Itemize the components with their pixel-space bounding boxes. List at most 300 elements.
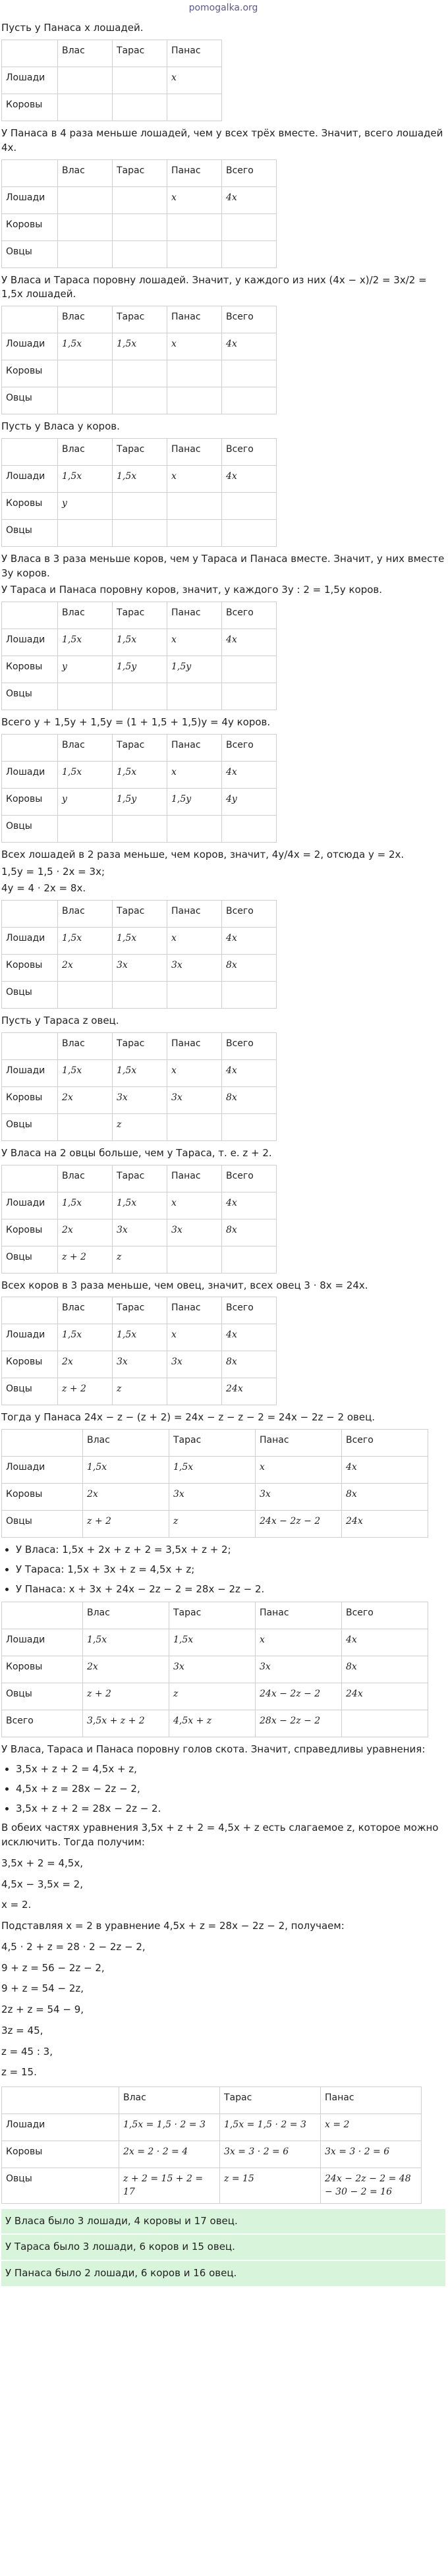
row-label: Овцы <box>2 1511 83 1538</box>
equation-3: • 3,5x + z + 2 = 28x − 2z − 2. <box>16 1802 445 1816</box>
row-label: Коровы <box>2 2141 119 2168</box>
solve-z-line: 3z = 45, <box>1 2024 43 2036</box>
table-row <box>2 683 277 710</box>
table-cell: x <box>167 1059 222 1086</box>
table-row <box>2 1656 428 1683</box>
table-cell <box>167 1246 222 1273</box>
table-cell: 4x <box>222 1059 277 1086</box>
row-label: Лошади <box>2 67 58 94</box>
table-cell: 1,5x <box>113 629 167 656</box>
row-label: Коровы <box>2 955 58 982</box>
table-cell: 3x <box>169 1656 256 1683</box>
table-cell: 1,5y <box>113 788 167 815</box>
table-cell: x <box>256 1457 342 1484</box>
table-cell: 1,5x <box>58 761 113 788</box>
solve-x-block <box>1 1857 445 1913</box>
step-8-formula-1: 1,5y = 1,5 · 2x = 3x; <box>1 865 105 878</box>
step-6-text: У Тараса и Панаса поровну коров, значит, у каждого 3y : 2 = 1,5y коров. <box>1 584 383 596</box>
table-cell <box>222 213 277 240</box>
row-label: Овцы <box>2 1113 58 1140</box>
table-cell <box>113 67 167 94</box>
data-table <box>1 602 277 710</box>
table-row <box>2 213 277 240</box>
table-cell: 3x <box>256 1484 342 1511</box>
table-header-row <box>2 438 277 465</box>
table-cell: z + 2 <box>83 1511 169 1538</box>
table-header-row <box>2 1430 428 1457</box>
column-header: Всего <box>222 306 277 333</box>
column-header: Тарас <box>169 1430 256 1457</box>
table-cell: x <box>167 1324 222 1351</box>
table-cell <box>113 815 167 842</box>
data-table <box>1 306 277 414</box>
table-cell: x <box>167 67 222 94</box>
row-label: Овцы <box>2 1246 58 1273</box>
table-cell: 1,5x <box>58 333 113 360</box>
table-cell: 1,5x <box>58 928 113 955</box>
data-table <box>1 2086 422 2204</box>
table-cell <box>167 815 222 842</box>
table-cell: 1,5x = 1,5 · 2 = 3 <box>119 2114 220 2141</box>
column-header: Панас <box>167 1165 222 1192</box>
table-step-11 <box>1 1297 445 1405</box>
column-header <box>2 1430 83 1457</box>
table-row <box>2 1192 277 1219</box>
table-cell: y <box>58 788 113 815</box>
table-cell: 3x <box>256 1656 342 1683</box>
table-cell: z + 2 <box>58 1378 113 1405</box>
table-cell <box>167 94 222 121</box>
column-header: Влас <box>58 1297 113 1324</box>
table-cell: z <box>113 1246 167 1273</box>
data-table <box>1 159 277 268</box>
equation-1: • 3,5x + z + 2 = 4,5x + z, <box>16 1762 445 1777</box>
row-label: Овцы <box>2 519 58 546</box>
table-cell: 2x = 2 · 2 = 4 <box>119 2141 220 2168</box>
row-label: Лошади <box>2 1629 83 1656</box>
table-cell: z <box>113 1113 167 1140</box>
table-cell: 28x − 2z − 2 <box>256 1710 342 1737</box>
table-cell: x <box>167 761 222 788</box>
table-cell: 1,5x <box>113 928 167 955</box>
table-cell: 1,5x <box>58 1324 113 1351</box>
table-cell: 1,5x <box>113 465 167 492</box>
site-header[interactable]: pomogalka.org <box>188 3 258 13</box>
data-table <box>1 734 277 843</box>
column-header: Панас <box>167 159 222 186</box>
table-row <box>2 1246 277 1273</box>
table-cell <box>167 360 222 387</box>
step-7-text: Всего y + 1,5y + 1,5y = (1 + 1,5 + 1,5)y = 4y коров. <box>1 716 271 729</box>
step-14-text: В обеих частях уравнения 3,5x + z + 2 = 4,5x + z есть слагаемое z, которое можно исключить. Тогда получим: <box>1 1822 439 1849</box>
table-cell: x = 2 <box>321 2114 422 2141</box>
table-cell: x <box>167 1192 222 1219</box>
table-cell <box>58 240 113 267</box>
solve-x-line: x = 2. <box>1 1899 32 1911</box>
answer-taras: У Тараса было 3 лошади, 6 коров и 15 овец. <box>1 2235 445 2260</box>
row-label: Коровы <box>2 1484 83 1511</box>
column-header: Всего <box>342 1430 428 1457</box>
table-header-row <box>2 306 277 333</box>
column-header: Тарас <box>113 602 167 629</box>
row-label: Овцы <box>2 683 58 710</box>
column-header <box>2 602 58 629</box>
step-9-text: Пусть у Тараса z овец. <box>1 1015 119 1027</box>
step-1-text: Пусть у Панаса x лошадей. <box>1 22 144 34</box>
column-header: Панас <box>256 1602 342 1629</box>
table-step-6 <box>1 602 445 710</box>
column-header: Панас <box>167 602 222 629</box>
table-cell: 24x <box>342 1683 428 1710</box>
total-panas: • У Панаса: x + 3x + 24x − 2z − 2 = 28x − 2z − 2. <box>16 1582 445 1597</box>
table-cell: 24x <box>222 1378 277 1405</box>
table-cell: 8x <box>342 1484 428 1511</box>
table-row <box>2 2168 422 2204</box>
column-header: Панас <box>256 1430 342 1457</box>
table-cell <box>222 492 277 519</box>
table-step-2 <box>1 159 445 268</box>
table-cell: 8x <box>222 955 277 982</box>
table-step-1 <box>1 40 445 121</box>
step-3-text: У Власа и Тараса поровну лошадей. Значит, у каждого из них (4x − x)/2 = 3x/2 = 1,5x лошадей. <box>1 273 427 300</box>
column-header <box>2 901 58 928</box>
table-cell: 4,5x + z <box>169 1710 256 1737</box>
table-cell: 8x <box>222 1219 277 1246</box>
data-table <box>1 40 222 121</box>
table-cell: 2x <box>83 1656 169 1683</box>
column-header: Всего <box>222 159 277 186</box>
table-row <box>2 186 277 213</box>
table-row <box>2 1484 428 1511</box>
table-step-9 <box>1 1032 445 1141</box>
table-row <box>2 492 277 519</box>
table-cell: 3x = 3 · 2 = 6 <box>220 2141 321 2168</box>
row-label: Коровы <box>2 94 58 121</box>
step-2-text: У Панаса в 4 раза меньше лошадей, чем у всех трёх вместе. Значит, всего лошадей 4x. <box>1 127 443 154</box>
table-cell <box>58 360 113 387</box>
column-header: Влас <box>58 901 113 928</box>
row-label: Лошади <box>2 1457 83 1484</box>
step-4-text: Пусть у Власа y коров. <box>1 420 120 433</box>
column-header <box>2 1032 58 1059</box>
table-header-row <box>2 1297 277 1324</box>
column-header: Тарас <box>113 40 167 67</box>
row-label: Лошади <box>2 761 58 788</box>
table-header-row <box>2 1602 428 1629</box>
row-label: Коровы <box>2 492 58 519</box>
table-row <box>2 788 277 815</box>
table-cell: x <box>167 629 222 656</box>
column-header: Тарас <box>113 1297 167 1324</box>
solve-z-line: 9 + z = 56 − 2z − 2, <box>1 1961 105 1974</box>
step-12-text: Тогда у Панаса 24x − z − (z + 2) = 24x − z − z − 2 = 24x − 2z − 2 овец. <box>1 1411 376 1424</box>
column-header: Всего <box>222 734 277 761</box>
table-cell <box>58 387 113 414</box>
solve-x-line: 3,5x + 2 = 4,5x, <box>1 1857 83 1869</box>
column-header: Панас <box>167 734 222 761</box>
table-step-13 <box>1 1602 445 1737</box>
table-cell: z + 2 <box>83 1683 169 1710</box>
column-header: Всего <box>222 1297 277 1324</box>
step-11-text: Всех коров в 3 раза меньше, чем овец, значит, всех овец 3 · 8x = 24x. <box>1 1279 368 1291</box>
column-header: Тарас <box>113 901 167 928</box>
solve-z-line: z = 15. <box>1 2066 37 2079</box>
table-cell <box>222 360 277 387</box>
table-cell <box>167 1378 222 1405</box>
per-owner-totals <box>1 1543 445 1596</box>
column-header: Тарас <box>169 1602 256 1629</box>
table-cell: 4x <box>222 1192 277 1219</box>
table-row <box>2 333 277 360</box>
step-8-text: Всех лошадей в 2 раза меньше, чем коров, значит, 4y/4x = 2, отсюда y = 2x. <box>1 848 405 860</box>
table-cell: 3x <box>113 1219 167 1246</box>
table-row <box>2 1710 428 1737</box>
column-header: Тарас <box>113 438 167 465</box>
table-cell <box>58 94 113 121</box>
column-header: Тарас <box>220 2087 321 2114</box>
table-cell <box>113 186 167 213</box>
table-cell: 1,5x <box>169 1457 256 1484</box>
table-cell: 1,5y <box>167 656 222 683</box>
row-label: Овцы <box>2 1683 83 1710</box>
table-cell <box>222 1113 277 1140</box>
table-cell: 1,5x = 1,5 · 2 = 3 <box>220 2114 321 2141</box>
table-cell: 8x <box>222 1351 277 1378</box>
column-header <box>2 1165 58 1192</box>
table-cell: 24x − 2z − 2 = 48 − 30 − 2 = 16 <box>321 2168 422 2204</box>
table-cell: 4x <box>342 1457 428 1484</box>
table-cell: 3x <box>113 1351 167 1378</box>
column-header: Влас <box>58 734 113 761</box>
row-label: Коровы <box>2 788 58 815</box>
column-header <box>2 438 58 465</box>
table-cell <box>113 240 167 267</box>
column-header <box>2 1297 58 1324</box>
row-label: Лошади <box>2 333 58 360</box>
equation-2: • 4,5x + z = 28x − 2z − 2, <box>16 1782 445 1797</box>
column-header: Панас <box>167 1032 222 1059</box>
table-row <box>2 629 277 656</box>
step-15-text: Подставляя x = 2 в уравнение 4,5x + z = 28x − 2z − 2, получаем: <box>1 1920 345 1932</box>
column-header <box>2 159 58 186</box>
table-cell: 2x <box>58 1351 113 1378</box>
column-header <box>2 306 58 333</box>
table-cell: 1,5x <box>169 1629 256 1656</box>
column-header: Влас <box>83 1430 169 1457</box>
row-label: Лошади <box>2 1324 58 1351</box>
table-step-8 <box>1 900 445 1009</box>
table-row <box>2 240 277 267</box>
table-cell: 2x <box>58 1086 113 1113</box>
column-header: Влас <box>58 306 113 333</box>
answer-panas: У Панаса было 2 лошади, 6 коров и 16 овец. <box>1 2261 445 2286</box>
table-row <box>2 982 277 1009</box>
row-label: Лошади <box>2 465 58 492</box>
table-cell <box>222 683 277 710</box>
column-header: Всего <box>222 1165 277 1192</box>
table-cell <box>113 387 167 414</box>
table-cell <box>58 67 113 94</box>
table-cell <box>113 519 167 546</box>
table-header-row <box>2 602 277 629</box>
table-cell <box>58 519 113 546</box>
table-cell: 1,5x <box>58 1192 113 1219</box>
table-cell <box>167 683 222 710</box>
row-label: Овцы <box>2 387 58 414</box>
table-cell: 3x <box>167 1351 222 1378</box>
table-row <box>2 1683 428 1710</box>
row-label: Коровы <box>2 213 58 240</box>
table-cell <box>222 240 277 267</box>
table-cell <box>222 519 277 546</box>
table-cell: 3x <box>167 1086 222 1113</box>
table-cell: 3x <box>113 1086 167 1113</box>
table-header-row <box>2 2087 422 2114</box>
table-cell <box>113 982 167 1009</box>
column-header: Влас <box>83 1602 169 1629</box>
column-header: Тарас <box>113 306 167 333</box>
table-cell: 24x − 2z − 2 <box>256 1511 342 1538</box>
table-step-12 <box>1 1429 445 1538</box>
column-header <box>2 734 58 761</box>
table-cell <box>113 213 167 240</box>
table-cell: 1,5x <box>58 1059 113 1086</box>
data-table <box>1 1165 277 1274</box>
table-cell: z <box>113 1378 167 1405</box>
total-taras: • У Тараса: 1,5x + 3x + z = 4,5x + z; <box>16 1563 445 1577</box>
table-header-row <box>2 1165 277 1192</box>
table-row <box>2 360 277 387</box>
column-header <box>2 2087 119 2114</box>
table-cell <box>167 519 222 546</box>
table-row <box>2 1457 428 1484</box>
table-cell: z <box>169 1511 256 1538</box>
solve-z-line: z = 45 : 3, <box>1 2045 53 2058</box>
table-cell: 1,5y <box>167 788 222 815</box>
table-cell: 8x <box>222 1086 277 1113</box>
table-cell: x <box>167 186 222 213</box>
column-header <box>2 40 58 67</box>
data-table <box>1 900 277 1009</box>
table-cell <box>58 815 113 842</box>
table-final <box>1 2086 445 2204</box>
table-cell: y <box>58 492 113 519</box>
data-table <box>1 1297 277 1405</box>
data-table <box>1 438 277 547</box>
table-cell: 2x <box>58 1219 113 1246</box>
table-cell: z <box>169 1683 256 1710</box>
table-cell <box>167 982 222 1009</box>
table-row <box>2 761 277 788</box>
table-cell <box>342 1710 428 1737</box>
table-row <box>2 955 277 982</box>
table-row <box>2 1113 277 1140</box>
solve-z-line: 2z + z = 54 − 9, <box>1 2003 84 2016</box>
table-row <box>2 94 222 121</box>
table-step-10 <box>1 1165 445 1274</box>
table-row <box>2 1378 277 1405</box>
row-label: Всего <box>2 1710 83 1737</box>
table-cell <box>167 492 222 519</box>
solve-z-line: 9 + z = 54 − 2z, <box>1 1982 84 1995</box>
column-header: Тарас <box>113 734 167 761</box>
column-header: Панас <box>167 306 222 333</box>
table-cell <box>58 213 113 240</box>
table-step-4 <box>1 438 445 547</box>
table-cell <box>222 1246 277 1273</box>
column-header: Влас <box>58 1165 113 1192</box>
table-cell: x <box>256 1629 342 1656</box>
table-cell: 1,5x <box>83 1457 169 1484</box>
column-header: Влас <box>58 438 113 465</box>
column-header: Всего <box>342 1602 428 1629</box>
table-cell: x <box>167 928 222 955</box>
table-cell: x <box>167 465 222 492</box>
table-cell: 1,5x <box>113 333 167 360</box>
step-8-formula-2: 4y = 4 · 2x = 8x. <box>1 882 86 895</box>
table-cell: y <box>58 656 113 683</box>
table-cell: z + 2 = 15 + 2 = 17 <box>119 2168 220 2204</box>
row-label: Овцы <box>2 240 58 267</box>
equations-list <box>1 1762 445 1816</box>
table-row <box>2 1059 277 1086</box>
table-cell <box>58 186 113 213</box>
table-cell <box>167 387 222 414</box>
table-cell: 3x = 3 · 2 = 6 <box>321 2141 422 2168</box>
step-5-text: У Власа в 3 раза меньше коров, чем у Тараса и Панаса вместе. Значит, у них вместе 3y коров. <box>1 552 445 579</box>
table-step-3 <box>1 306 445 414</box>
table-row <box>2 387 277 414</box>
table-cell: 2x <box>83 1484 169 1511</box>
total-vlas: • У Власа: 1,5x + 2x + z + 2 = 3,5x + z + 2; <box>16 1543 445 1557</box>
table-cell <box>222 387 277 414</box>
row-label: Лошади <box>2 1192 58 1219</box>
table-row <box>2 1511 428 1538</box>
table-cell: 4x <box>222 465 277 492</box>
data-table <box>1 1032 277 1141</box>
table-cell: 3x <box>169 1484 256 1511</box>
column-header: Влас <box>58 1032 113 1059</box>
table-row <box>2 1351 277 1378</box>
table-cell <box>167 213 222 240</box>
table-cell <box>167 1113 222 1140</box>
column-header: Влас <box>119 2087 220 2114</box>
row-label: Овцы <box>2 982 58 1009</box>
table-cell: 1,5x <box>113 1324 167 1351</box>
table-row <box>2 1219 277 1246</box>
table-cell: 1,5x <box>83 1629 169 1656</box>
step-10-text: У Власа на 2 овцы больше, чем у Тараса, т. е. z + 2. <box>1 1146 272 1159</box>
table-cell: z = 15 <box>220 2168 321 2204</box>
table-cell: 4x <box>222 333 277 360</box>
table-cell <box>222 815 277 842</box>
table-cell: 1,5x <box>113 1059 167 1086</box>
column-header: Панас <box>167 1297 222 1324</box>
table-row <box>2 519 277 546</box>
table-cell: 1,5y <box>113 656 167 683</box>
solve-z-block <box>1 1940 445 2080</box>
table-cell: 1,5x <box>113 1192 167 1219</box>
table-cell <box>113 683 167 710</box>
table-cell: 3,5x + z + 2 <box>83 1710 169 1737</box>
table-cell: 1,5x <box>58 465 113 492</box>
column-header: Панас <box>167 438 222 465</box>
data-table <box>1 1602 428 1737</box>
table-cell: 3x <box>167 1219 222 1246</box>
table-cell: 4y <box>222 788 277 815</box>
table-header-row <box>2 901 277 928</box>
column-header: Влас <box>58 40 113 67</box>
